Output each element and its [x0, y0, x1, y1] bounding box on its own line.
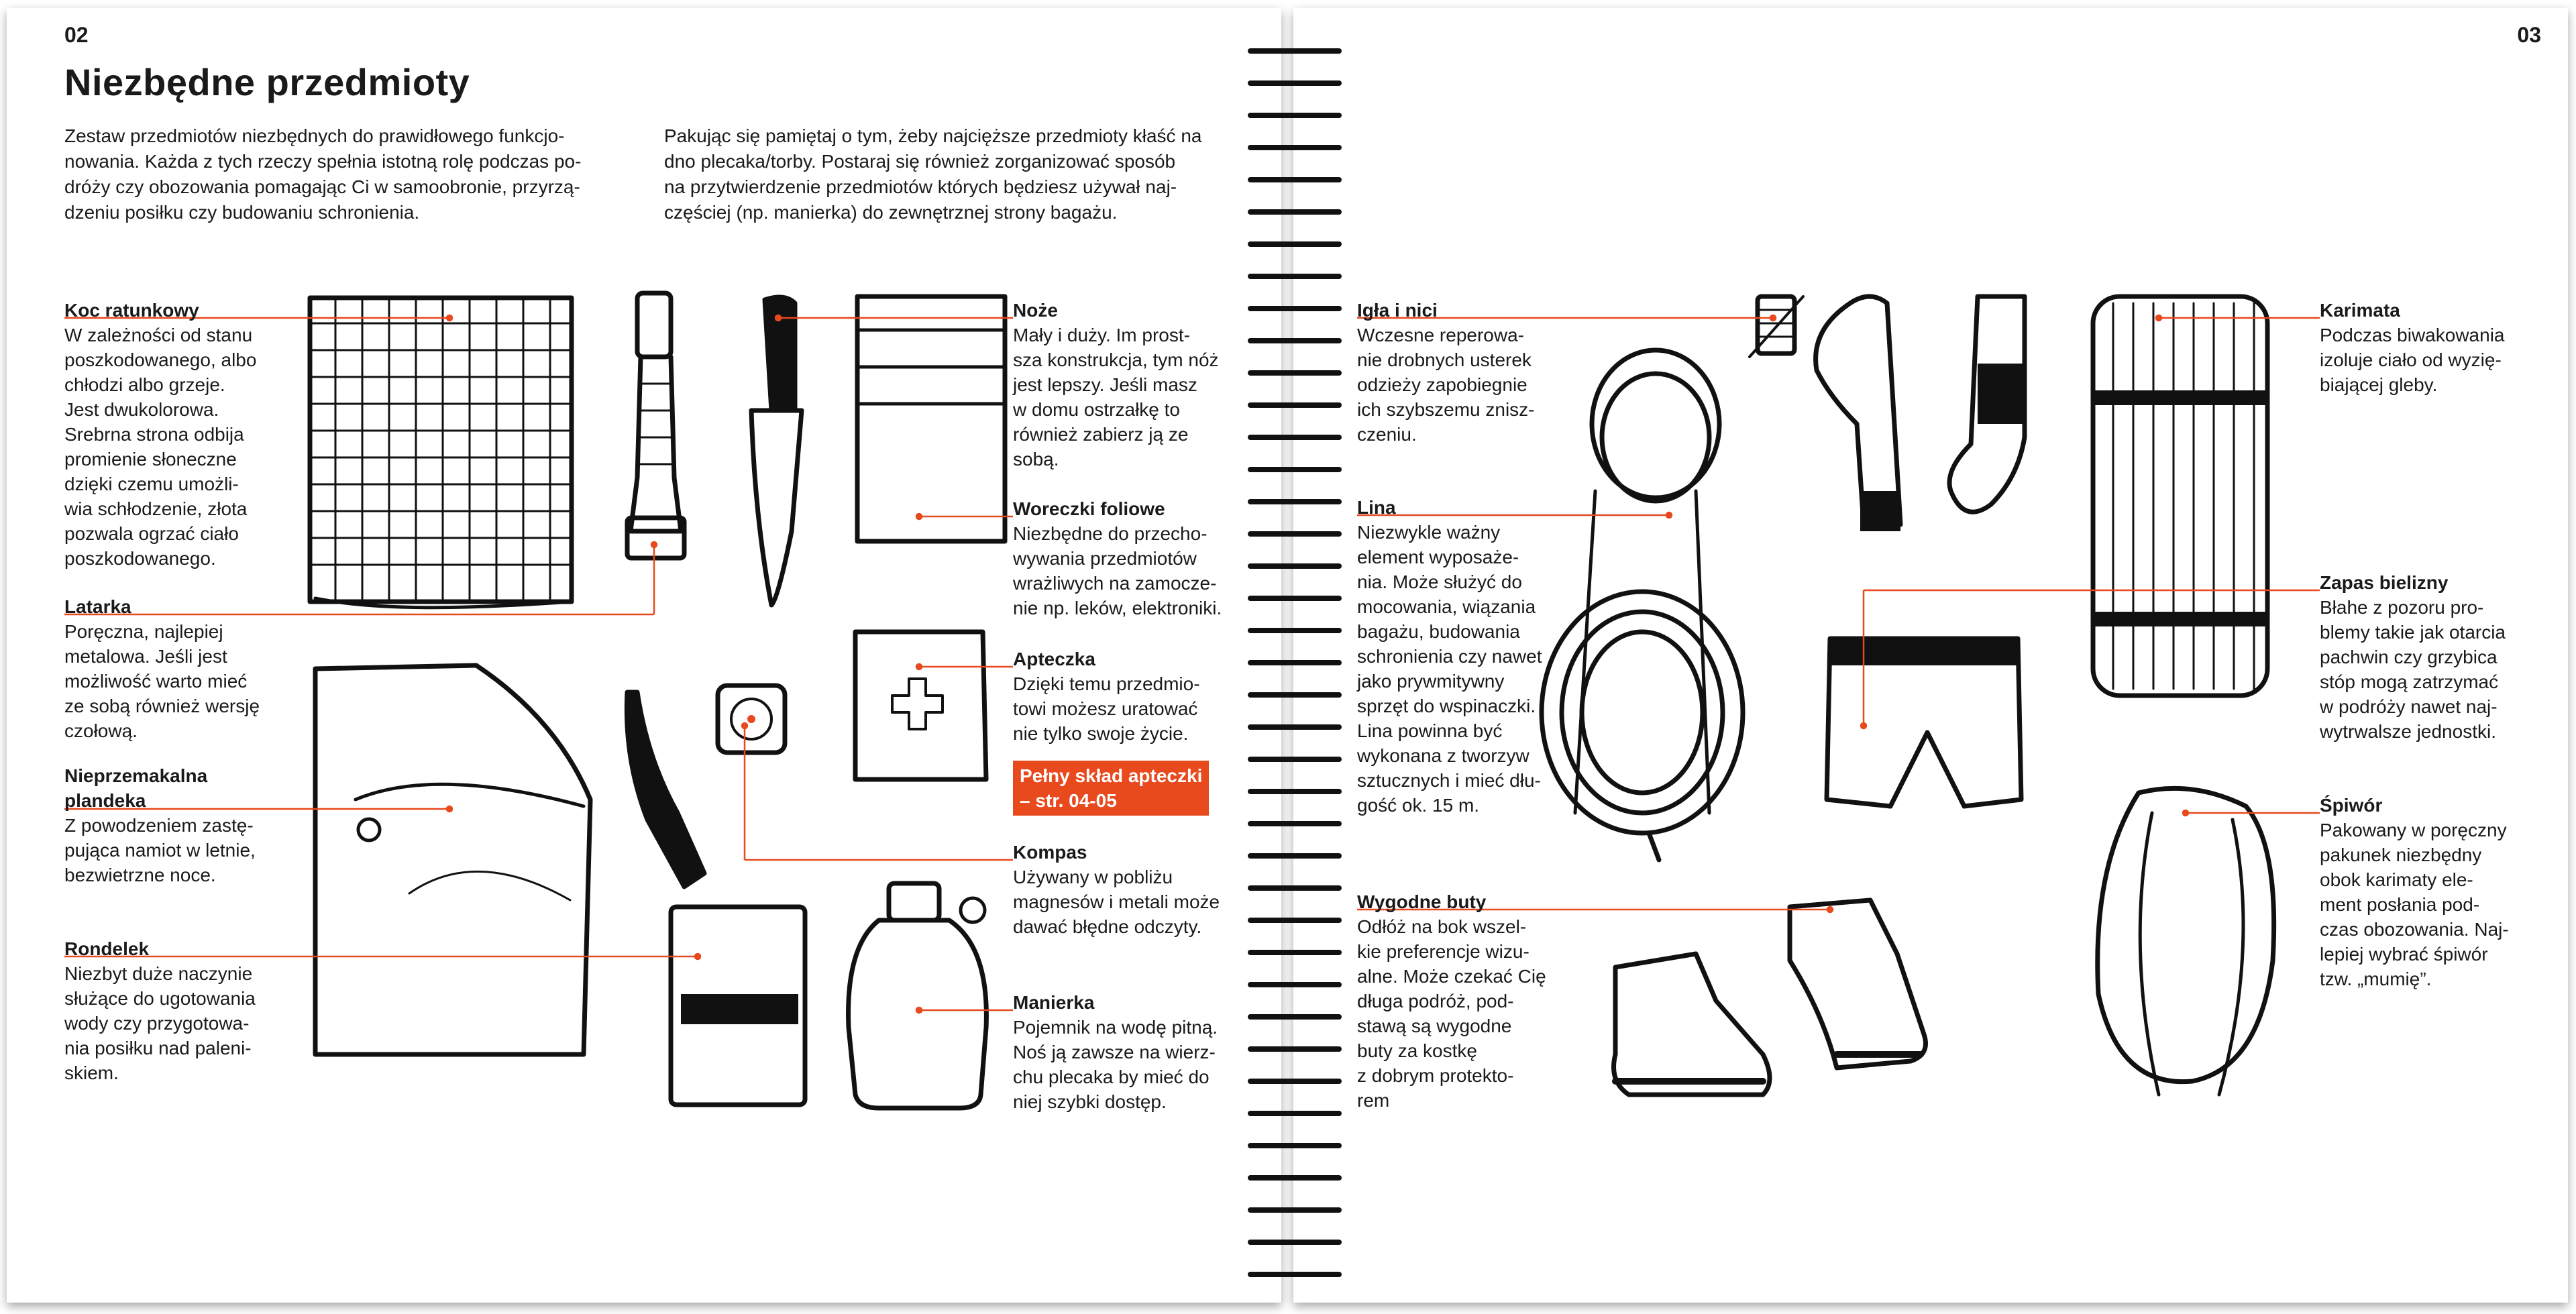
spiral-ring	[1248, 950, 1342, 955]
sleeping-mat-illustration	[2093, 296, 2267, 696]
flashlight-illustration	[627, 293, 684, 558]
label-igla-i-nici	[1357, 298, 1578, 447]
kompas-text: Używany w pobliżu magnesów i metali może dawać błędne odczyty.	[1013, 867, 1220, 937]
spiral-ring	[1248, 1079, 1342, 1084]
right-page	[1293, 8, 2568, 1303]
intro-paragraph-2: Pakując się pamiętaj o tym, żeby najcięższe przedmioty kłaść na dno plecaka/torby. Postaraj się również zorganizować sposób na przytwierdzenie przedmiotów których będziesz używał naj- częściej (np. manierka) do zewnętrznej strony bagażu.	[664, 125, 1202, 223]
compass-illustration	[718, 686, 785, 753]
kompas-title: Kompas	[1013, 842, 1087, 863]
manierka-text: Pojemnik na wodę pitną. Noś ją zawsze na wierz- chu plecaka by mieć do niej szybki dostęp.	[1013, 1017, 1218, 1112]
apteczka-text: Dzięki temu przedmio- towi możesz uratować nie tylko swoje życie.	[1013, 673, 1200, 744]
zip-bags-illustration	[857, 296, 1005, 541]
spiral-ring	[1248, 1143, 1342, 1148]
spiral-ring	[1248, 209, 1342, 215]
emergency-blanket-illustration	[310, 298, 572, 608]
karimata-title: Karimata	[2320, 300, 2400, 321]
spiral-ring	[1248, 80, 1342, 86]
spiral-ring	[1248, 1111, 1342, 1116]
spiral-ring	[1248, 145, 1342, 150]
spiral-ring	[1248, 241, 1342, 247]
latarka-title: Latarka	[64, 596, 131, 617]
koc-text: W zależności od stanu poszkodowanego, albo chłodzi albo grzeje. Jest dwukolorowa. Srebrna strona odbija promienie słoneczne dzięki czemu umożli- wia schłodzenie, złota pozwala ogrzać ciało poszkodowanego.	[64, 325, 257, 569]
spiral-ring	[1248, 467, 1342, 472]
spiral-ring	[1248, 499, 1342, 504]
lina-text: Niezwykle ważny element wyposaże- nia. Może służyć do mocowania, wiązania bagażu, budowania schronienia czy nawet jako prywmitywny sprzęt do wspinaczki. Lina powinna być wykonana z tworzyw sztucznych i mieć dłu- gość ok. 15 m.	[1357, 522, 1542, 816]
spiral-ring	[1248, 918, 1342, 923]
underwear-illustration	[1827, 639, 2021, 806]
label-noze	[1013, 298, 1261, 472]
spiral-ring	[1248, 177, 1342, 182]
spiral-ring	[1248, 724, 1342, 730]
sleeping-bag-illustration	[2098, 788, 2274, 1095]
label-manierka	[1013, 990, 1261, 1114]
label-wygodne-buty	[1357, 889, 1578, 1113]
spiral-ring	[1248, 757, 1342, 762]
first-aid-reference-badge: Pełny skład apteczki – str. 04-05	[1013, 761, 1209, 816]
spiral-ring	[1248, 113, 1342, 118]
canteen-illustration	[849, 883, 987, 1108]
spiral-ring	[1248, 402, 1342, 408]
bielizna-text: Błahe z pozoru pro- blemy takie jak otarcia pachwin czy grzybica stóp mogą zatrzymać w podróży nawet naj- wytrwalsze jednostki.	[2320, 597, 2506, 742]
spiral-ring	[1248, 1046, 1342, 1052]
karimata-text: Podczas biwakowania izoluje ciało od wyzię- biającej gleby.	[2320, 325, 2505, 395]
manierka-title: Manierka	[1013, 992, 1095, 1013]
left-page	[7, 8, 1281, 1303]
plandeka-text: Z powodzeniem zastę- pująca namiot w letnie, bezwietrzne noce.	[64, 815, 256, 885]
spiral-ring	[1248, 435, 1342, 440]
knife-illustration	[751, 297, 802, 605]
spiral-ring	[1248, 338, 1342, 343]
spiral-ring	[1248, 596, 1342, 601]
koc-title: Koc ratunkowy	[64, 300, 199, 321]
spiral-ring	[1248, 274, 1342, 279]
spiral-ring	[1248, 306, 1342, 311]
woreczki-title: Woreczki foliowe	[1013, 498, 1165, 519]
spiral-ring	[1248, 531, 1342, 537]
spiral-ring	[1248, 1207, 1342, 1213]
spiral-ring	[1248, 1240, 1342, 1245]
spiral-ring	[1248, 1175, 1342, 1181]
page-number-left: 02	[64, 23, 89, 47]
buty-text: Odłóż na bok wszel- kie preferencje wizu- alne. Może czekać Cię długa podróż, pod- stawą są wygodne buty za kostkę z dobrym protekto- rem	[1357, 916, 1546, 1111]
plandeka-title: Nieprzemakalna plandeka	[64, 765, 208, 811]
label-apteczka	[1013, 647, 1261, 746]
label-karimata	[2320, 298, 2548, 397]
igla-text: Wczesne reperowa- nie drobnych usterek odzieży zapobiegnie ich szybszemu znisz- czeniu.	[1357, 325, 1535, 445]
spiral-ring	[1248, 821, 1342, 826]
spiral-ring	[1248, 1014, 1342, 1020]
rondelek-title: Rondelek	[64, 938, 150, 959]
buty-title: Wygodne buty	[1357, 891, 1487, 912]
label-plandeka	[64, 763, 286, 887]
spiral-ring	[1248, 789, 1342, 794]
label-latarka	[64, 594, 286, 743]
label-zapas-bielizny	[2320, 570, 2548, 744]
igla-title: Igła i nici	[1357, 300, 1438, 321]
spiral-ring	[1248, 885, 1342, 891]
tarp-illustration	[315, 665, 590, 1054]
intro-paragraph-1: Zestaw przedmiotów niezbędnych do prawidłowego funkcjo- nowania. Każda z tych rzeczy spełnia istotną rolę podczas po- dróży czy obozowania pomagając Ci w samoobronie, przyrzą- dzeniu posiłku czy budowaniu schronienia.	[64, 125, 582, 223]
spiral-ring	[1248, 1272, 1342, 1277]
spiral-ring	[1248, 853, 1342, 859]
spiral-ring	[1248, 628, 1342, 633]
spiral-ring	[1248, 660, 1342, 665]
needle-thread-illustration	[1750, 296, 1803, 357]
socks-illustration	[1816, 296, 2025, 531]
boots-illustration	[1614, 900, 1926, 1095]
label-lina	[1357, 495, 1578, 818]
apteczka-title: Apteczka	[1013, 649, 1095, 669]
noze-text: Mały i duży. Im prost- sza konstrukcja, tym nóż jest lepszy. Jeśli masz w domu ostrzałkę to również zabierz ją ze sobą.	[1013, 325, 1219, 470]
page-title: Niezbędne przedmioty	[64, 61, 470, 103]
spiral-ring	[1248, 48, 1342, 54]
spiral-ring	[1248, 370, 1342, 376]
spiral-ring	[1248, 692, 1342, 698]
label-spiwor	[2320, 793, 2548, 991]
woreczki-text: Niezbędne do przecho- wywania przedmiotów wrażliwych na zamocze- nie np. leków, elektroniki.	[1013, 523, 1222, 618]
rondelek-text: Niezbyt duże naczynie służące do ugotowania wody czy przygotowa- nia posiłku nad paleni- skiem.	[64, 963, 256, 1083]
label-rondelek	[64, 936, 286, 1085]
spiwor-text: Pakowany w poręczny pakunek niezbędny obok karimaty ele- ment posłania pod- czas obozowania. Naj- lepiej wybrać śpiwór tzw. „mumię”.	[2320, 820, 2509, 989]
spiral-ring	[1248, 563, 1342, 569]
bielizna-title: Zapas bielizny	[2320, 572, 2449, 593]
label-koc-ratunkowy	[64, 298, 286, 571]
label-woreczki	[1013, 496, 1268, 620]
noze-title: Noże	[1013, 300, 1058, 321]
spiwor-title: Śpiwór	[2320, 795, 2383, 816]
first-aid-kit-illustration	[855, 632, 986, 779]
spiral-ring	[1248, 982, 1342, 987]
latarka-text: Poręczna, najlepiej metalowa. Jeśli jest możliwość warto mieć ze sobą również wersję czołową.	[64, 621, 260, 741]
label-kompas	[1013, 840, 1261, 939]
page-number-right: 03	[2517, 23, 2541, 47]
lina-title: Lina	[1357, 497, 1396, 518]
